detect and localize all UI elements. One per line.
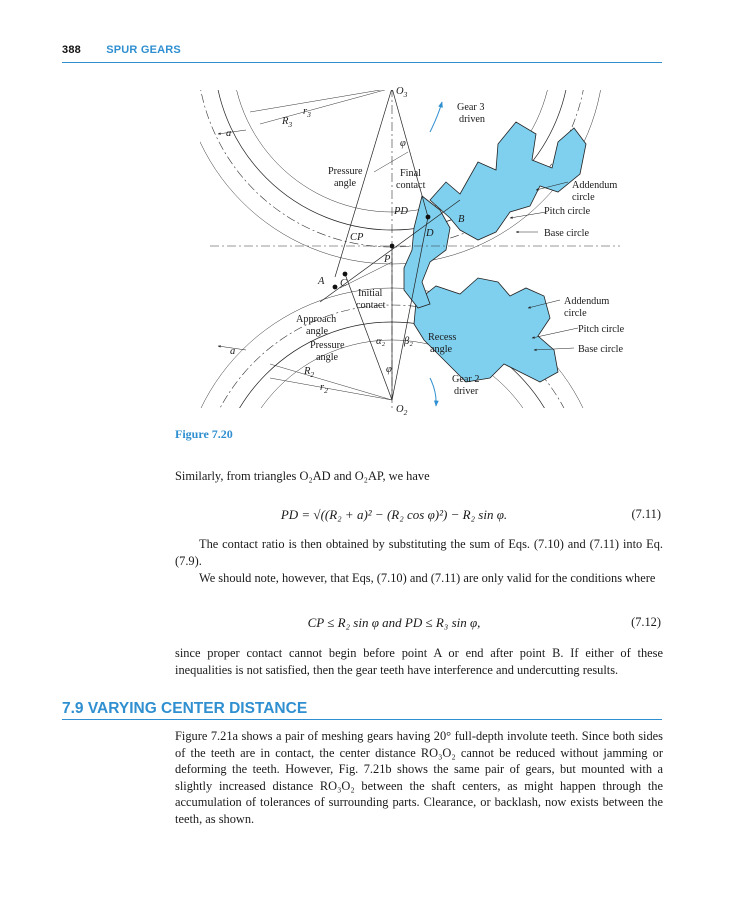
label-final-contact-2: contact (396, 180, 426, 191)
label-addendum-bottom-2: circle (564, 308, 587, 319)
label-phi-bottom: φ (386, 364, 392, 375)
equation-7-11-number: (7.11) (631, 507, 661, 521)
equation-7-11-expr: PD = √((R₂ + a)² − (R₂ cos φ)²) − R₂ sin φ. (280, 507, 508, 522)
label-pitch-circle-bottom: Pitch circle (578, 324, 625, 335)
page-number: 388 (62, 44, 81, 56)
label-pressure-angle-bottom-1: Pressure (310, 340, 345, 351)
label-base-circle-top: Base circle (544, 228, 589, 239)
label-p: P (384, 254, 391, 265)
equation-7-12 (175, 615, 663, 635)
label-addendum-top-2: circle (572, 192, 595, 203)
label-phi-top: φ (400, 138, 406, 149)
chapter-title: SPUR GEARS (106, 44, 181, 56)
equation-7-12-number: (7.12) (631, 615, 661, 629)
label-r2-small: $r_2$ (320, 382, 328, 395)
label-pressure-angle-top-2: angle (334, 178, 357, 189)
label-gear3-line1: Gear 3 (457, 102, 485, 113)
gear3-teeth (430, 122, 586, 240)
label-addendum-bottom-1: Addendum (564, 296, 610, 307)
label-final-contact-1: Final (400, 168, 421, 179)
label-o2: $O_2$ (396, 404, 408, 417)
label-b: B (458, 214, 465, 225)
label-d: D (426, 228, 434, 239)
label-pressure-angle-top-1: Pressure (328, 166, 363, 177)
para-since: since proper contact cannot begin before point A or end after point B. If either of these inequalities is not satisfied, then the gear teeth have interference and undercutting results. (175, 646, 663, 677)
equation-7-12-expr: CP ≤ R₂ sin φ and PD ≤ R₃ sin φ, (307, 615, 481, 630)
equation-7-11 (175, 507, 663, 527)
label-gear3-line2: driven (459, 114, 486, 125)
label-cp: CP (350, 232, 364, 243)
label-alpha2: α₂ (376, 336, 386, 347)
label-recess-angle-1: Recess (428, 332, 457, 343)
section-para-1: Figure 7.21a shows a pair of meshing gears having 20° full-depth involute teeth. Since both sides of the teeth are in contact, the center distance RO₃O₂ cannot be reduced without jamming or deforming the teeth. However, Fig. 7.21b shows the same pair of gears, but mounted with a slightly increased distance RO₃O₂ between the shaft centers, as might happen through the accumulation of tolerances of surrounding parts. Clearance, or backlash, now exists between the teeth, as shown. (175, 729, 663, 826)
gear2-teeth (414, 278, 558, 382)
label-pitch-circle-top: Pitch circle (544, 206, 591, 217)
para-contact-ratio: The contact ratio is then obtained by substituting the sum of Eqs. (7.10) and (7.11) into Eq. (7.9). (175, 537, 663, 568)
gear2-rotation-arrow (430, 378, 436, 406)
figure-caption: Figure 7.20 (175, 427, 233, 441)
label-o3: $O_3$ (396, 86, 408, 99)
label-approach-angle-1: Approach (296, 314, 337, 325)
label-a-point: A (318, 276, 325, 287)
label-recess-angle-2: angle (430, 344, 453, 355)
label-gear2-line1: Gear 2 (452, 374, 480, 385)
label-beta2: β₂ (404, 336, 413, 347)
label-pressure-angle-bottom-2: angle (316, 352, 339, 363)
label-a-top: a (226, 128, 232, 139)
label-c: C (340, 278, 348, 289)
label-approach-angle-2: angle (306, 326, 329, 337)
label-initial-contact-2: contact (356, 300, 386, 311)
label-base-circle-bottom: Base circle (578, 344, 623, 355)
label-initial-contact-1: Initial (358, 288, 383, 299)
label-r3-small: $r_3$ (303, 106, 311, 119)
section-heading: 7.9 VARYING CENTER DISTANCE (62, 700, 662, 720)
header-rule (62, 62, 662, 63)
label-gear2-line2: driver (454, 386, 479, 397)
label-R2: $R_2$ (304, 366, 315, 379)
running-head (62, 44, 181, 56)
gear3-rotation-arrow (430, 102, 442, 132)
label-pd: PD (394, 206, 408, 217)
label-addendum-top-1: Addendum (572, 180, 618, 191)
label-R3: $R_3$ (282, 116, 293, 129)
label-a-bottom: a (230, 346, 236, 357)
para-similarly: Similarly, from triangles O₂AD and O₂AP, we have (175, 469, 430, 483)
gear-mesh-figure (160, 82, 640, 422)
para-note: We should note, however, that Eqs, (7.10) and (7.11) are only valid for the conditions where (199, 571, 656, 585)
